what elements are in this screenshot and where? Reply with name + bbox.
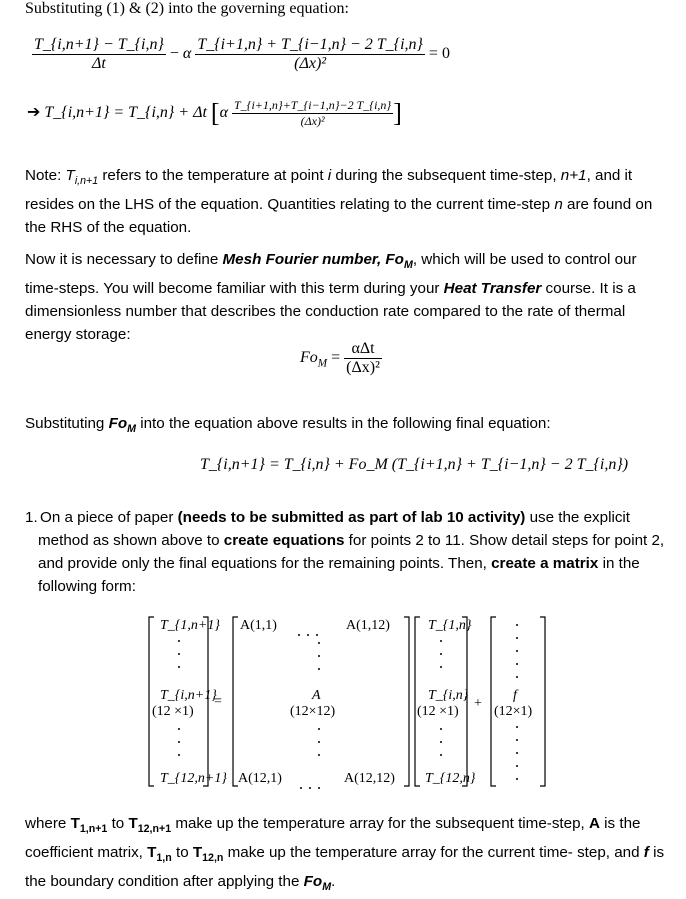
closing-t1: T (70, 815, 80, 832)
fo-lhs-sub: M (317, 357, 328, 370)
closing-paragraph (25, 812, 670, 899)
subst-text-1: Substituting (25, 415, 109, 432)
eq2-alpha: α (219, 104, 228, 122)
matrix-plus: + (474, 696, 482, 711)
fourier-text-2: , which will be used to control our time-steps. You will become familiar with this term during your (25, 251, 637, 298)
closing-fo: Fo (303, 873, 323, 891)
tn-top-dots (440, 640, 442, 679)
subst-fo-sub: M (127, 423, 137, 436)
fo-numerator: αΔt (351, 340, 375, 357)
task-bold-2: create equations (223, 532, 345, 549)
t12-n1-label: T_{12,n+1} (160, 771, 227, 786)
a-top-vdots (318, 642, 320, 681)
arrow-icon: ➔ (27, 104, 41, 122)
a11-label: A(1,1) (240, 618, 277, 633)
eq1-term1-denominator: Δt (32, 54, 166, 73)
ti-n1-label: T_{i,n+1} (160, 688, 217, 703)
eq1-minus: − (169, 45, 179, 63)
note-label: Note: (25, 167, 66, 184)
fourier-term: Mesh Fourier number, Fo (222, 251, 404, 268)
f-bottom-dots (516, 726, 518, 791)
task-number: 1. (25, 509, 38, 526)
closing-t1-sub: 1,n+1 (79, 823, 108, 836)
a-matrix-label: A (312, 688, 321, 703)
f-right-bracket (540, 617, 545, 786)
note-text-2: during the subsequent time-step, (331, 167, 561, 184)
note-text-4: are found on the RHS of the equation. (25, 196, 653, 237)
tn-left-bracket (415, 617, 420, 786)
closing-t12n: T (192, 844, 203, 862)
closing-text-7: is the boundary condition after applying the (25, 844, 665, 891)
t1-n1-label: T_{1,n+1} (160, 618, 220, 633)
note-t-sub: i,n+1 (74, 175, 99, 188)
fourier-term-sub: M (403, 259, 413, 272)
closing-t12: T (128, 815, 138, 832)
tn1-size-label: (12 ×1) (152, 704, 194, 719)
task-bold-1: (needs to be submitted as part of lab 10 activity) (177, 509, 526, 526)
closing-fo-sub: M (322, 881, 332, 894)
a112-label: A(1,12) (346, 618, 390, 633)
tn1-left-bracket (149, 617, 154, 786)
task-text-1: On a piece of paper (40, 509, 178, 526)
right-bracket: ] (393, 98, 402, 128)
a1212-label: A(12,12) (344, 771, 395, 786)
subst-fo: Fo (108, 415, 128, 432)
left-bracket: [ (210, 98, 220, 128)
closing-text-5: to (171, 844, 193, 862)
closing-text-6: make up the temperature array for the current time- step, and (223, 844, 644, 862)
a-left-bracket (233, 617, 238, 786)
fourier-text-1: Now it is necessary to define (25, 251, 223, 268)
eq1-term1-numerator: T_{i,n+1} − T_{i,n} (34, 36, 164, 53)
fo-lhs: Fo (300, 349, 318, 367)
f-label: f (513, 688, 517, 703)
note-n: n (554, 196, 563, 214)
a-size-label: (12×12) (290, 704, 336, 719)
closing-text-1: where (25, 815, 71, 832)
final-equation: T_{i,n+1} = T_{i,n} + Fo_M (T_{i+1,n} + T_{i−1,n} − 2 T_{i,n}) (200, 456, 629, 473)
t1-n-label: T_{1,n} (428, 618, 472, 633)
section-heading: Substituting (1) & (2) into the governing equation: (25, 0, 349, 17)
f-size-label: (12×1) (494, 704, 533, 719)
note-t: T (65, 167, 75, 184)
a-bottom-vdots (318, 728, 320, 767)
f-left-bracket (491, 617, 496, 786)
a-right-bracket (404, 617, 409, 786)
task-text-4: in the following form: (38, 555, 640, 595)
ti-n-label: T_{i,n} (428, 688, 469, 703)
a-bottom-hdots (300, 779, 327, 796)
a-top-hdots (298, 626, 325, 643)
matrix-equals: = (214, 694, 222, 709)
task-bold-3: create a matrix (491, 555, 599, 572)
closing-text-8: . (331, 873, 336, 891)
eq1-rhs: = 0 (428, 45, 450, 63)
a121-label: A(12,1) (238, 771, 282, 786)
closing-t1n-sub: 1,n (156, 852, 172, 865)
t12-n-label: T_{12,n} (425, 771, 476, 786)
closing-text-3: make up the temperature array for the subsequent time-step, (171, 815, 589, 832)
closing-text-2: to (107, 815, 129, 832)
task-text-3: for points 2 to 11. Show detail steps for point 2, and provide only the final equations for the remaining points. Then, (38, 532, 665, 572)
subst-text-2: into the equation above results in the following final equation: (136, 415, 551, 432)
closing-text-4: is the coefficient matrix, (25, 815, 641, 862)
tn1-bottom-dots (178, 728, 180, 767)
note-i: i (327, 167, 332, 184)
tn1-top-dots (178, 640, 180, 679)
note-text-3: , and it resides on the LHS of the equation. Quantities relating to the current time-step (25, 167, 633, 214)
eq1-term2-denominator: (Δx)² (195, 54, 425, 73)
tn-bottom-dots (440, 728, 442, 767)
closing-t12-sub: 12,n+1 (137, 823, 172, 836)
eq1-alpha: α (182, 45, 192, 63)
eq1-term2-numerator: T_{i+1,n} + T_{i−1,n} − 2 T_{i,n} (197, 36, 423, 53)
closing-a: A (588, 815, 600, 832)
heat-transfer-term: Heat Transfer (443, 280, 542, 298)
note-text-1: refers to the temperature at point (98, 167, 328, 184)
tn-size-label: (12 ×1) (417, 704, 459, 719)
eq2-denominator: (Δx)² (232, 113, 393, 129)
closing-t12n-sub: 12,n (202, 852, 224, 865)
f-top-dots (516, 624, 518, 689)
eq2-numerator: T_{i+1,n}+T_{i−1,n}−2 T_{i,n} (234, 98, 392, 112)
fo-equals: = (331, 349, 341, 367)
closing-f: f (643, 844, 649, 862)
fo-denominator: (Δx)² (346, 359, 380, 376)
task-text-2: use the explicit method as shown above to (38, 509, 631, 549)
closing-t1n: T (147, 844, 157, 862)
fourier-text-3: course. It is a dimensionless number that describes the conduction rate compared to the rate of thermal energy storage: (25, 280, 636, 344)
note-n1: n+1 (560, 167, 587, 184)
eq2-lhs: T_{i,n+1} = T_{i,n} + Δt (44, 104, 207, 122)
